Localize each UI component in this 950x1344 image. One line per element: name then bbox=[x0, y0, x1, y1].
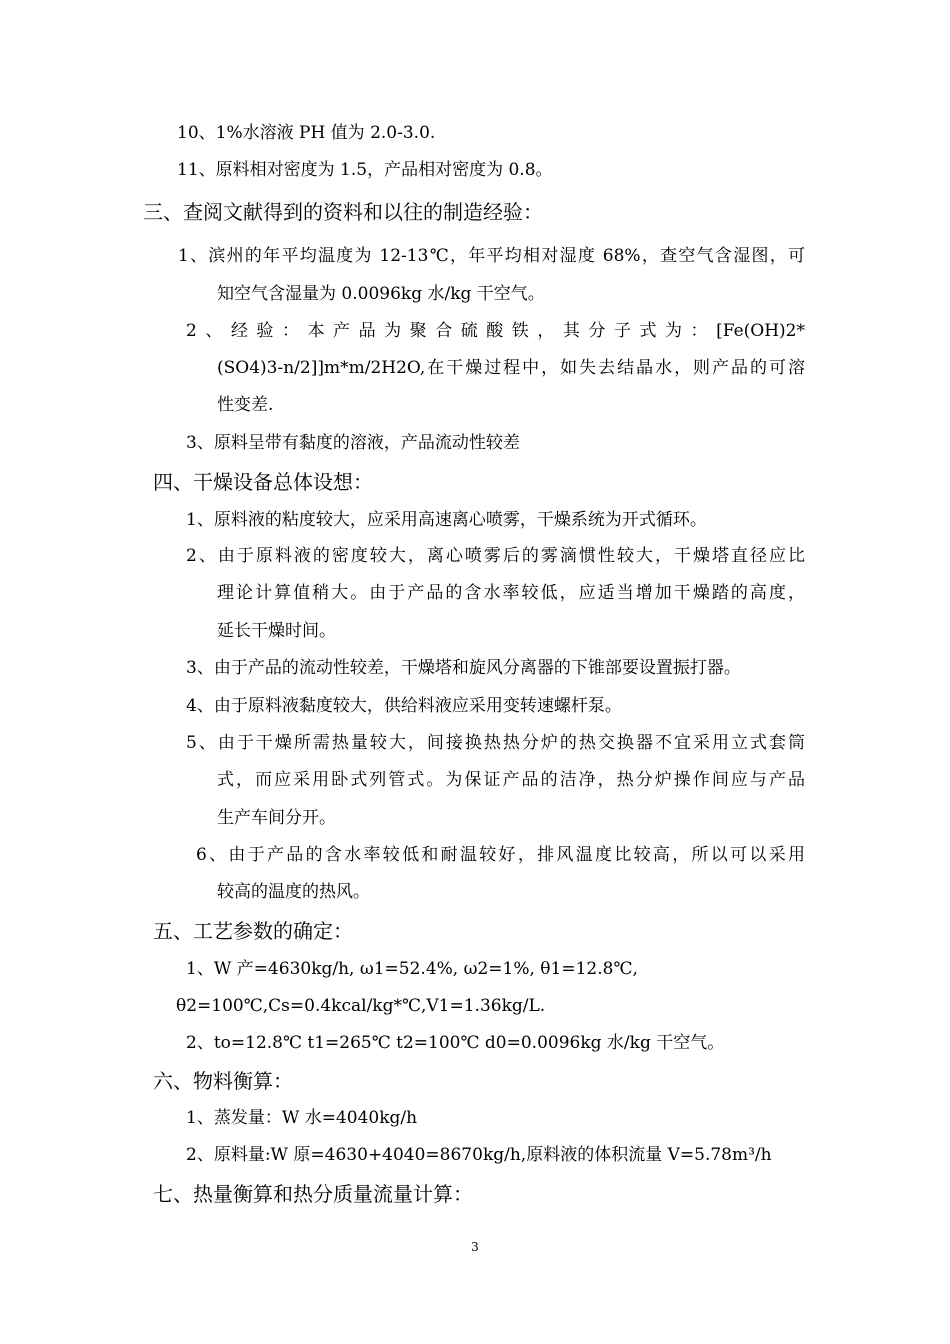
text-line: 2、to=12.8℃ t1=265℃ t2=100℃ d0=0.0096kg 水/kg 干空气。 bbox=[186, 1033, 725, 1053]
text-line: 1、W 产=4630kg/h, ω1=52.4%, ω2=1%, θ1=12.8℃, bbox=[186, 959, 638, 979]
text-line: 11、原料相对密度为 1.5，产品相对密度为 0.8。 bbox=[177, 160, 553, 180]
text-line: 1、原料液的粘度较大，应采用高速离心喷雾，干燥系统为开式循环。 bbox=[186, 510, 707, 530]
section-heading: 三、查阅文献得到的资料和以往的制造经验： bbox=[143, 200, 543, 224]
text-line: 1、蒸发量：W 水=4040kg/h bbox=[186, 1108, 418, 1128]
text-line: 2、原料量:W 原=4630+4040=8670kg/h,原料液的体积流量 V=5.78m³/h bbox=[186, 1145, 772, 1165]
text-line: (SO4)3-n/2]]m*m/2H2O,在干燥过程中，如失去结晶水，则产品的可溶 bbox=[217, 358, 805, 378]
text-line: θ2=100℃,Cs=0.4kcal/kg*℃,V1=1.36kg/L. bbox=[176, 996, 546, 1016]
page-number: 3 bbox=[471, 1240, 479, 1254]
text-line: 式，而应采用卧式列管式。为保证产品的洁净，热分炉操作间应与产品 bbox=[217, 770, 805, 790]
text-line: 3、原料呈带有黏度的溶液，产品流动性较差 bbox=[186, 433, 520, 453]
text-line: 生产车间分开。 bbox=[217, 808, 336, 828]
text-line: 4、由于原料液黏度较大，供给料液应采用变转速螺杆泵。 bbox=[186, 696, 622, 716]
section-heading: 六、物料衡算： bbox=[153, 1069, 293, 1093]
text-line: 较高的温度的热风。 bbox=[217, 882, 370, 902]
section-heading: 七、热量衡算和热分质量流量计算： bbox=[153, 1182, 473, 1206]
text-line: 知空气含湿量为 0.0096kg 水/kg 干空气。 bbox=[217, 284, 545, 304]
text-line: 6、由于产品的含水率较低和耐温较好，排风温度比较高，所以可以采用 bbox=[196, 845, 805, 865]
text-line: 延长干燥时间。 bbox=[217, 621, 336, 641]
text-line: 2、经验：本产品为聚合硫酸铁，其分子式为：[Fe(OH)2* bbox=[186, 321, 805, 341]
text-line: 1、滨州的年平均温度为 12-13℃，年平均相对湿度 68%，查空气含湿图，可 bbox=[178, 246, 805, 266]
text-line: 10、1%水溶液 PH 值为 2.0-3.0. bbox=[177, 123, 436, 143]
text-line: 3、由于产品的流动性较差，干燥塔和旋风分离器的下锥部要设置振打器。 bbox=[186, 658, 741, 678]
text-line: 2、由于原料液的密度较大，离心喷雾后的雾滴惯性较大，干燥塔直径应比 bbox=[186, 546, 805, 566]
text-line: 理论计算值稍大。由于产品的含水率较低，应适当增加干燥踏的高度， bbox=[217, 583, 805, 603]
text-line: 性变差. bbox=[217, 395, 274, 415]
section-heading: 五、工艺参数的确定： bbox=[153, 919, 353, 943]
text-line: 5、由于干燥所需热量较大，间接换热热分炉的热交换器不宜采用立式套筒 bbox=[186, 733, 805, 753]
section-heading: 四、干燥设备总体设想： bbox=[153, 470, 373, 494]
